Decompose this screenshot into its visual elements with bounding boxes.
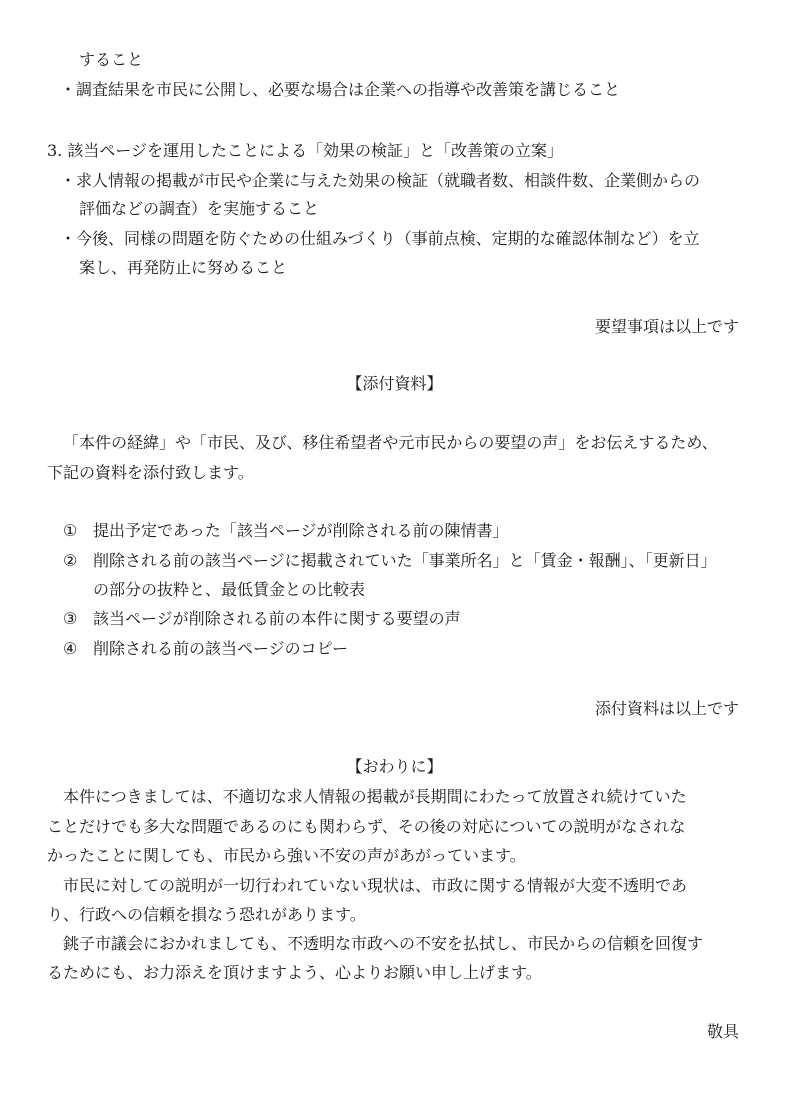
attachment-item: 該当ページが削除される前の本件に関する要望の声 xyxy=(93,609,461,628)
attachment-number: ④ xyxy=(63,639,78,658)
requests-end-note: 要望事項は以上です xyxy=(594,317,739,336)
closing-paragraph: 銚子市議会におかれましても、不透明な市政への不安を払拭し、市民からの信頼を回復す xyxy=(63,934,704,953)
attachment-number: ③ xyxy=(63,609,78,628)
closing-paragraph: 本件につきましては、不適切な求人情報の掲載が長期間にわたって放置され続けていた xyxy=(63,787,687,806)
closing-paragraph-continuation: ことだけでも多大な問題であるのにも関わらず、その後の対応についての説明がなされな xyxy=(47,817,686,836)
closing-paragraph-continuation: かったことに関しても、市民から強い不安の声があがっています。 xyxy=(47,846,526,865)
closing-paragraph: 市民に対しての説明が一切行われていない現状は、市政に関する情報が大変不透明であ xyxy=(63,876,688,895)
sign-off: 敬具 xyxy=(706,1022,739,1041)
closing-paragraph-continuation: り、行政への信頼を損なう恐れがあります。 xyxy=(47,905,366,924)
bullet-item-continuation: 評価などの調査）を実施すること xyxy=(79,199,320,218)
closing-paragraph-continuation: るためにも、お力添えを頂けますよう、心よりお願い申し上げます。 xyxy=(47,963,542,982)
bullet-item: ・求人情報の掲載が市民や企業に与えた効果の検証（就職者数、相談件数、企業側からの xyxy=(60,171,701,190)
bullet-item: ・調査結果を市民に公開し、必要な場合は企業への指導や改善策を講じること xyxy=(60,80,621,99)
attachments-heading: 【添付資料】 xyxy=(346,374,443,393)
attachments-intro-continuation: 下記の資料を添付致します。 xyxy=(47,463,254,482)
attachment-number: ① xyxy=(63,521,78,540)
attachment-item: 提出予定であった「該当ページが削除される前の陳情書」 xyxy=(93,521,509,540)
closing-heading: 【おわりに】 xyxy=(346,757,443,776)
bullet-item: ・今後、同様の問題を防ぐための仕組みづくり（事前点検、定期的な確認体制など）を立 xyxy=(60,229,700,248)
attachments-intro: 「本件の経緯」や「市民、及び、移住希望者や元市民からの要望の声」をお伝えするため、 xyxy=(63,433,718,452)
section-heading: 3. 該当ページを運用したことによる「効果の検証」と「改善策の立案」 xyxy=(47,141,564,160)
text-line: すること xyxy=(79,50,144,69)
attachment-number: ② xyxy=(63,551,78,570)
attachment-item: 削除される前の該当ページのコピー xyxy=(93,639,349,658)
bullet-item-continuation: 案し、再発防止に努めること xyxy=(79,258,288,277)
attachments-end-note: 添付資料は以上です xyxy=(594,699,739,718)
attachment-item-continuation: の部分の抜粋と、最低賃金との比較表 xyxy=(93,580,366,599)
attachment-item: 削除される前の該当ページに掲載されていた「事業所名」と「賃金・報酬」、「更新日」 xyxy=(93,551,717,570)
